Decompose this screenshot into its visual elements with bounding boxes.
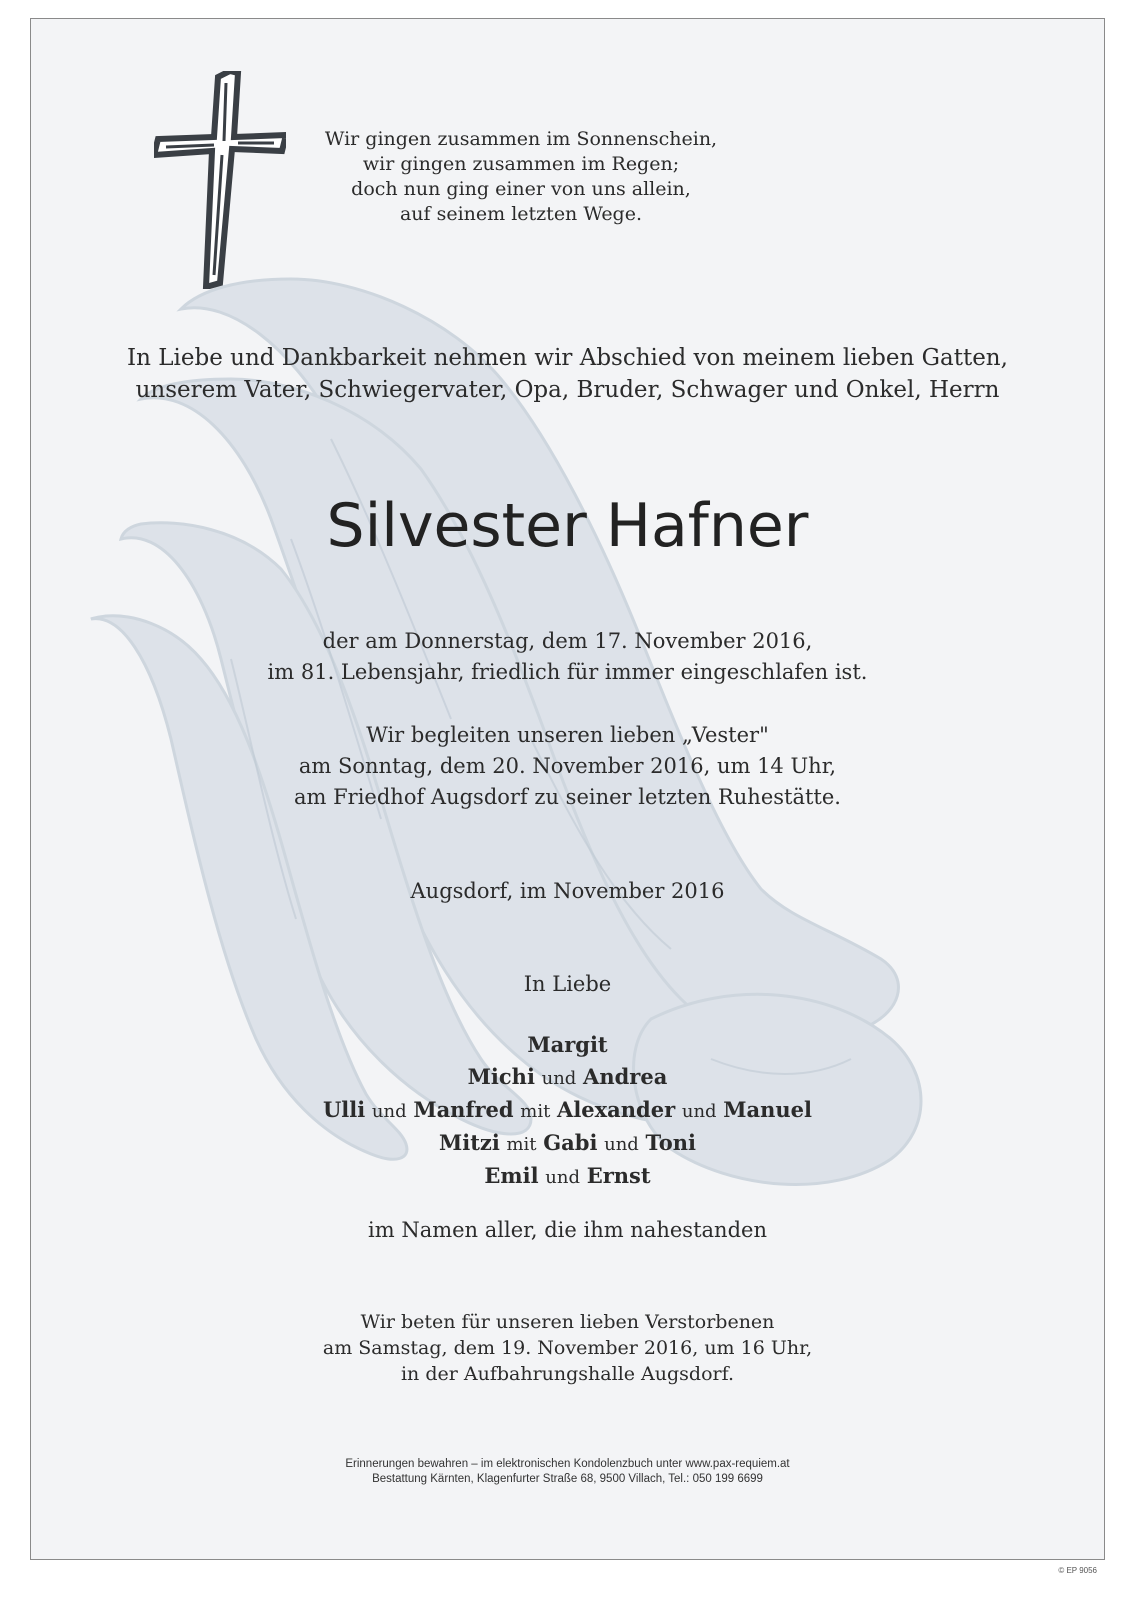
prayer-line: am Samstag, dem 19. November 2016, um 16 Uhr, xyxy=(322,1337,813,1359)
family-member: Emil xyxy=(484,1163,539,1188)
family-member: Gabi xyxy=(543,1130,598,1155)
template-code: © EP 9056 xyxy=(1058,1566,1097,1575)
family-member: Manuel xyxy=(723,1097,812,1122)
footer-line: Erinnerungen bewahren – im elektronischen Kondolenzbuch unter www.pax-requiem.at xyxy=(345,1458,790,1470)
family-row xyxy=(31,1160,1104,1193)
death-notice xyxy=(31,626,1104,688)
prayer-line: Wir beten für unseren lieben Verstorbenen xyxy=(360,1311,775,1333)
footer xyxy=(31,1457,1104,1487)
conjunction: mit xyxy=(506,1134,537,1155)
funeral-line: Wir begleiten unseren lieben „Vester" xyxy=(366,723,769,747)
poem-line: doch nun ging einer von uns allein, xyxy=(351,178,691,200)
family-member: Ulli xyxy=(322,1097,366,1122)
obituary-page xyxy=(30,18,1105,1560)
in-love-label: In Liebe xyxy=(523,972,612,996)
poem-line: Wir gingen zusammen im Sonnenschein, xyxy=(324,128,718,150)
family-member: Ernst xyxy=(586,1163,651,1188)
family-row xyxy=(31,1029,1104,1061)
family-member: Mitzi xyxy=(438,1130,500,1155)
deceased-name: Silvester Hafner xyxy=(326,491,809,561)
prayer-notice xyxy=(31,1309,1104,1387)
prayer-line: in der Aufbahrungshalle Augsdorf. xyxy=(400,1363,735,1385)
family-member: Michi xyxy=(467,1064,535,1089)
intro-line: unserem Vater, Schwiegervater, Opa, Bruder, Schwager und Onkel, Herrn xyxy=(135,377,1000,403)
conjunction: und xyxy=(681,1101,717,1122)
death-line: der am Donnerstag, dem 17. November 2016, xyxy=(322,629,813,653)
conjunction: und xyxy=(604,1134,639,1155)
farewell-intro xyxy=(31,342,1104,406)
conjunction: und xyxy=(541,1068,577,1089)
conjunction: und xyxy=(545,1167,581,1188)
footer-line: Bestattung Kärnten, Klagenfurter Straße 68, 9500 Villach, Tel.: 050 199 6699 xyxy=(372,1473,763,1485)
poem-line: wir gingen zusammen im Regen; xyxy=(362,153,680,175)
place-and-date: Augsdorf, im November 2016 xyxy=(410,879,725,903)
funeral-notice xyxy=(31,720,1104,813)
family-member: Andrea xyxy=(583,1064,668,1089)
conjunction: mit xyxy=(520,1101,551,1122)
family-row xyxy=(31,1061,1104,1094)
poem-line: auf seinem letzten Wege. xyxy=(399,203,643,225)
poem xyxy=(221,127,821,227)
death-line: im 81. Lebensjahr, friedlich für immer eingeschlafen ist. xyxy=(267,660,868,684)
funeral-line: am Sonntag, dem 20. November 2016, um 14 Uhr, xyxy=(298,754,837,778)
intro-line: In Liebe und Dankbarkeit nehmen wir Abschied von meinem lieben Gatten, xyxy=(127,345,1008,371)
conjunction: und xyxy=(371,1101,407,1122)
funeral-line: am Friedhof Augsdorf zu seiner letzten Ruhestätte. xyxy=(294,785,841,809)
family-row xyxy=(31,1094,1104,1127)
family-list xyxy=(31,1029,1104,1193)
family-row xyxy=(31,1127,1104,1160)
closing-line: im Namen aller, die ihm nahestanden xyxy=(368,1218,767,1242)
family-member: Manfred xyxy=(413,1097,514,1122)
family-member: Margit xyxy=(527,1032,608,1057)
family-member: Toni xyxy=(645,1130,697,1155)
family-member: Alexander xyxy=(557,1097,676,1122)
